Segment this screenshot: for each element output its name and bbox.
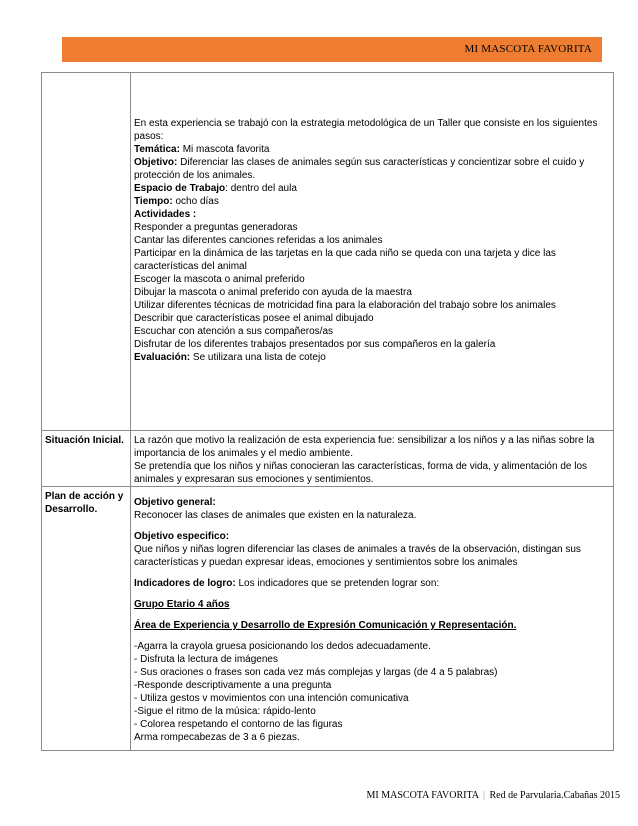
row3-body-cell: [131, 487, 614, 751]
table-row-taller: [42, 73, 614, 431]
objetivo-general-value: Reconocer las clases de animales que existen en la naturaleza.: [134, 510, 417, 521]
actividad-item: Utilizar diferentes técnicas de motricidad fina para la elaboración del trabajo sobre los animales: [134, 300, 556, 311]
footer-title: MI MASCOTA FAVORITA: [366, 790, 479, 801]
intro-text: En esta experiencia se trabajó con la estrategia metodológica de un Taller que consiste en los siguientes pasos:: [134, 118, 598, 142]
tematica-value: Mi mascota favorita: [179, 144, 270, 155]
document-table: [41, 72, 614, 751]
espacio-label: Espacio de Trabajo: [134, 183, 226, 194]
objetivo-general-label: Objetivo general:: [134, 497, 216, 508]
table-row-plan-accion: [42, 487, 614, 751]
evaluacion-value: Se utilizara una lista de cotejo: [190, 352, 326, 363]
logro-item: - Colorea respetando el contorno de las figuras: [134, 719, 343, 730]
logro-item: - Utiliza gestos v movimientos con una intención comunicativa: [134, 693, 409, 704]
logro-item: - Sus oraciones o frases son cada vez más complejas y largas (de 4 a 5 palabras): [134, 667, 498, 678]
indicadores-line: [134, 577, 610, 590]
situacion-p1: La razón que motivo la realización de esta experiencia fue: sensibilizar a los niños y a las niñas sobre la importancia de los animales y el medio ambiente.: [134, 435, 595, 459]
objetivo-especifico-value: Que niños y niñas logren diferenciar las clases de animales a través de la observación, distingan sus características y puedan expresar ideas, emociones y sentimientos sobre los animales: [134, 544, 581, 568]
actividad-item: Disfrutar de los diferentes trabajos presentados por sus compañeros en la galería: [134, 339, 496, 350]
actividad-item: Responder a preguntas generadoras: [134, 222, 298, 233]
actividad-item: Escuchar con atención a sus compañeros/as: [134, 326, 333, 337]
grupo-etario-heading: Grupo Etario 4 años: [134, 599, 230, 610]
indicadores-value: Los indicadores que se pretenden lograr son:: [235, 578, 440, 589]
actividad-item: Describir que características posee el animal dibujado: [134, 313, 374, 324]
evaluacion-label: Evaluación:: [134, 352, 191, 363]
row1-body-cell: [131, 73, 614, 431]
actividad-item: Cantar las diferentes canciones referidas a los animales: [134, 235, 383, 246]
header-title: MI MASCOTA FAVORITA: [464, 43, 592, 55]
evaluacion-line: [134, 351, 610, 364]
indicadores-label: Indicadores de logro:: [134, 578, 236, 589]
actividad-item: Participar en la dinámica de las tarjetas en la que cada niño se queda con una tarjeta y dice las características del animal: [134, 248, 556, 272]
row2-body-cell: [131, 431, 614, 487]
objetivo-line: [134, 156, 610, 182]
espacio-line: [134, 182, 610, 195]
area-heading: Área de Experiencia y Desarrollo de Expresión Comunicación y Representación.: [134, 620, 517, 631]
footer-separator: |: [482, 790, 485, 801]
situacion-inicial-label: Situación Inicial.: [42, 431, 131, 487]
actividad-item: Dibujar la mascota o animal preferido con ayuda de la maestra: [134, 287, 412, 298]
logro-item: -Agarra la crayola gruesa posicionando los dedos adecuadamente.: [134, 641, 431, 652]
objetivo-especifico-label: Objetivo especifico:: [134, 531, 230, 542]
actividad-item: Escoger la mascota o animal preferido: [134, 274, 305, 285]
table-row-situacion-inicial: [42, 431, 614, 487]
situacion-p2: Se pretendía que los niños y niñas conocieran las características, forma de vida, y alimentación de los animales y expresaran sus emociones y sentimientos.: [134, 461, 588, 485]
logro-item: -Sigue el ritmo de la música: rápido-lento: [134, 706, 316, 717]
logro-item: Arma rompecabezas de 3 a 6 piezas.: [134, 732, 300, 743]
header-bar: [62, 37, 602, 62]
actividades-label: Actividades :: [134, 209, 197, 220]
row1-label-cell: [42, 73, 131, 431]
plan-accion-label: Plan de acción y Desarrollo.: [42, 487, 131, 751]
objetivo-label: Objetivo:: [134, 157, 178, 168]
tiempo-value: ocho días: [172, 196, 219, 207]
page-footer: [367, 790, 621, 801]
tematica-line: [134, 143, 610, 156]
espacio-value: : dentro del aula: [225, 183, 297, 194]
objetivo-value: Diferenciar las clases de animales según sus características y concientizar sobre el cuido y protección de los animales.: [134, 157, 585, 181]
tiempo-line: [134, 195, 610, 208]
footer-credit: Red de Parvularia.Cabañas 2015: [489, 790, 620, 801]
tematica-label: Temática:: [134, 144, 180, 155]
tiempo-label: Tiempo:: [134, 196, 173, 207]
logro-item: - Disfruta la lectura de imágenes: [134, 654, 278, 665]
logro-item: -Responde descriptivamente a una pregunta: [134, 680, 332, 691]
